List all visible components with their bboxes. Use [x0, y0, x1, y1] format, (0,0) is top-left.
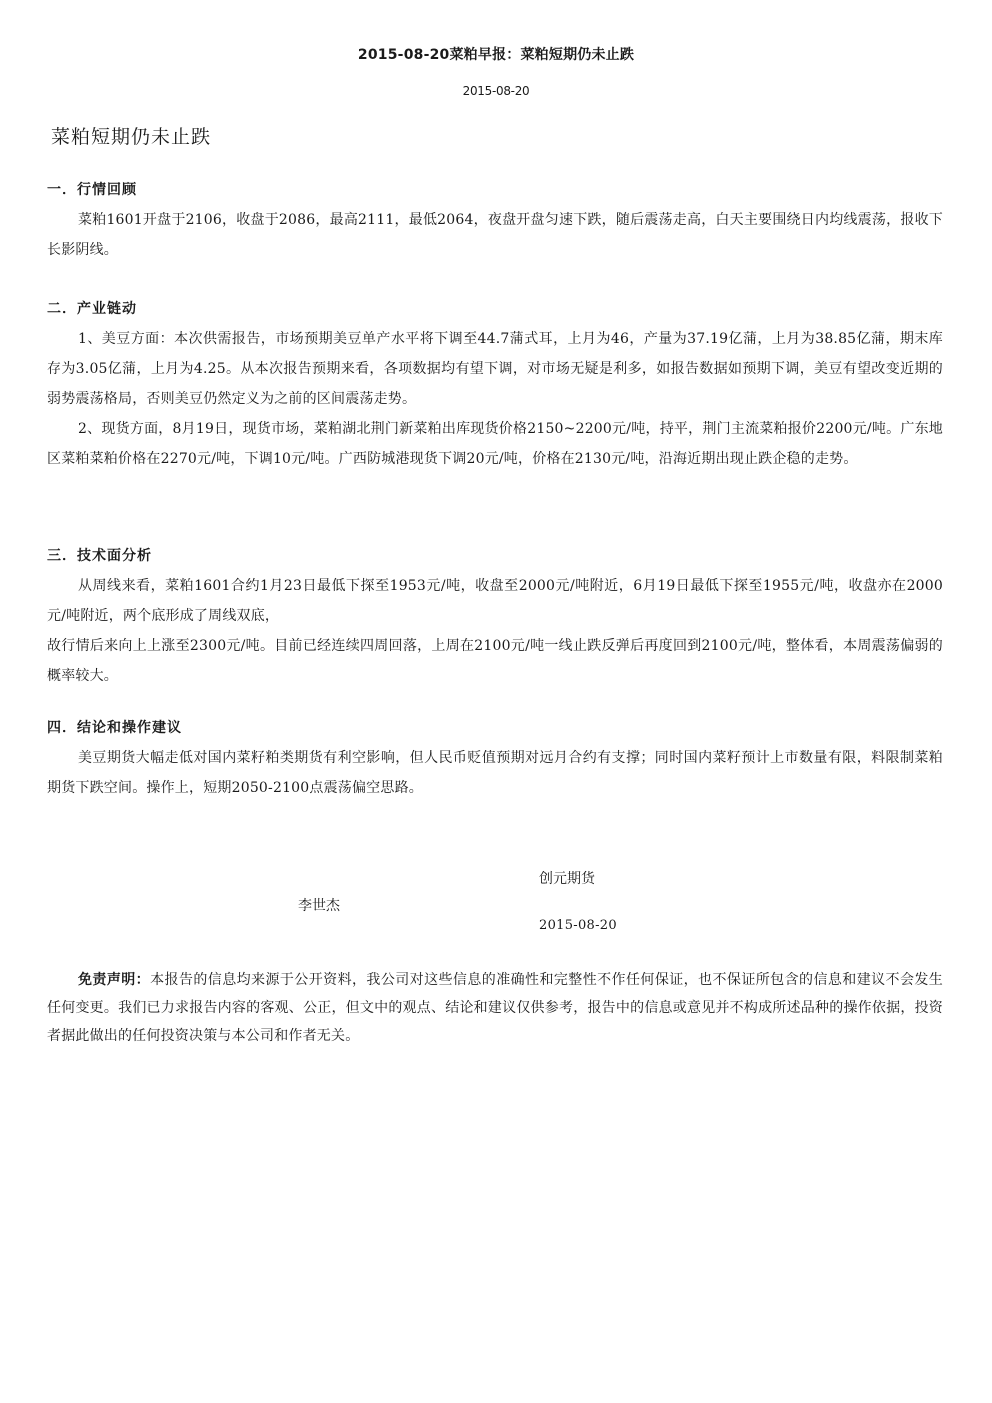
signature-date: 2015-08-20 — [539, 918, 617, 933]
section-industry-chain — [47, 299, 943, 474]
disclaimer-label: 免责声明： — [78, 972, 151, 988]
section-heading: 一．行情回顾 — [47, 182, 137, 198]
signature-company: 创元期货 — [539, 871, 595, 887]
paragraph: 2、现货方面，8月19日，现货市场，菜粕湖北荆门新菜粕出库现货价格2150~2200元/吨，持平，荆门主流菜粕报价2200元/吨。广东地区菜粕菜粕价格在2270元/吨，下调10元/吨。广西防城港现货下调20元/吨，价格在2130元/吨，沿海近期出现止跌企稳的走势。 — [47, 421, 943, 467]
section-heading: 二．产业链动 — [47, 301, 137, 317]
paragraph: 美豆期货大幅走低对国内菜籽粕类期货有利空影响，但人民币贬值预期对远月合约有支撑；同时国内菜籽预计上市数量有限，料限制菜粕期货下跌空间。操作上，短期2050-2100点震荡偏空思路。 — [47, 750, 943, 796]
signature-author: 李世杰 — [298, 898, 340, 914]
page-title: 2015-08-20菜粕早报：菜粕短期仍未止跌 — [357, 47, 635, 63]
disclaimer — [47, 966, 943, 1050]
section-heading: 三．技术面分析 — [47, 548, 152, 564]
section-conclusion — [47, 718, 943, 803]
article-heading: 菜粕短期仍未止跌 — [51, 126, 212, 148]
paragraph: 故行情后来向上上涨至2300元/吨。目前已经连续四周回落，上周在2100元/吨一线止跌反弹后再度回到2100元/吨，整体看，本周震荡偏弱的概率较大。 — [47, 638, 943, 684]
disclaimer-text: 本报告的信息均来源于公开资料，我公司对这些信息的准确性和完整性不作任何保证，也不保证所包含的信息和建议不会发生任何变更。我们已力求报告内容的客观、公正，但文中的观点、结论和建议仅供参考，报告中的信息或意见并不构成所述品种的操作依据，投资者据此做出的任何投资决策与本公司和作者无关。 — [47, 972, 944, 1044]
section-market-review — [47, 180, 943, 265]
section-technical-analysis — [47, 546, 943, 691]
paragraph: 从周线来看，菜粕1601合约1月23日最低下探至1953元/吨，收盘至2000元/吨附近，6月19日最低下探至1955元/吨，收盘亦在2000元/吨附近，两个底形成了周线双底， — [47, 578, 943, 624]
paragraph: 1、美豆方面：本次供需报告，市场预期美豆单产水平将下调至44.7蒲式耳，上月为46，产量为37.19亿蒲，上月为38.85亿蒲，期末库存为3.05亿蒲，上月为4.25。从本次报告预期来看，各项数据均有望下调，对市场无疑是利多，如报告数据如预期下调，美豆有望改变近期的弱势震荡格局，否则美豆仍然定义为之前的区间震荡走势。 — [47, 331, 943, 407]
paragraph: 菜粕1601开盘于2106，收盘于2086，最高2111，最低2064，夜盘开盘匀速下跌，随后震荡走高，白天主要围绕日内均线震荡，报收下长影阴线。 — [47, 212, 943, 258]
section-heading: 四．结论和操作建议 — [47, 720, 182, 736]
page-date: 2015-08-20 — [462, 84, 530, 98]
